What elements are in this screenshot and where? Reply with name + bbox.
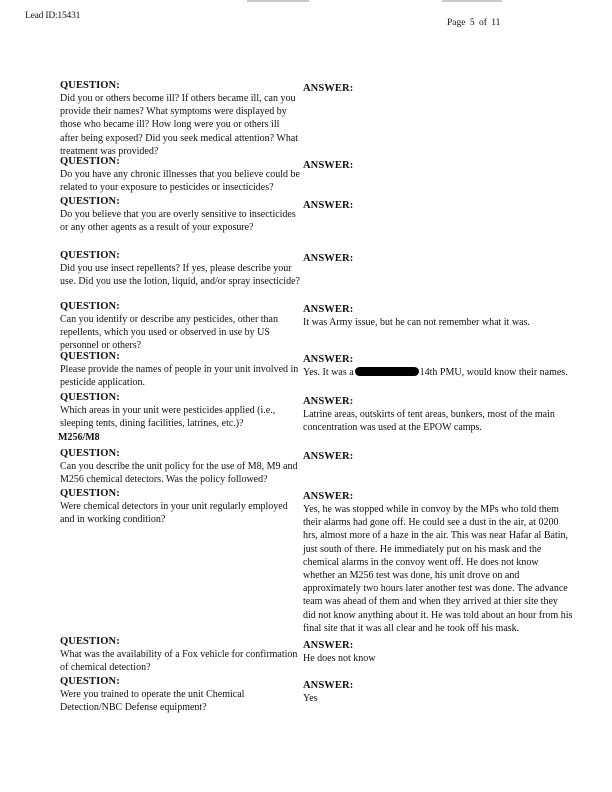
answer-text: It was Army issue, but he can not remember what it was. bbox=[303, 317, 530, 328]
answer-text: He does not know bbox=[303, 653, 376, 664]
answer-text: Yes, he was stopped while in convoy by the MPs who told them their alarms had gone off. He could see a dust in the air, at 0200 hrs, almost more of a haze in the air. This was near Hafar al Batin, just south of there. He immediately put on his mask and the chemical alarms in the convoy went off. He does not know whether an M256 test was done, his unit drove on and approximately two hours later another test was done. The advance team was ahead of them and when they arrived at thier site they did not know anything about it. He was told about an hour from his final site that it was all clear and he took off his mask. bbox=[303, 504, 573, 634]
question-block bbox=[60, 195, 300, 234]
answer-text-before-redaction: Yes. It was a bbox=[303, 367, 354, 378]
question-block bbox=[60, 635, 300, 674]
question-text: Did you or others become ill? If others became ill, can you provide their names? What symptoms were displayed by those who became ill? How long were you or others ill after being exposed? Did you seek medical attention? What treatment was provided? bbox=[60, 93, 299, 157]
answer-label: ANSWER: bbox=[303, 680, 354, 691]
section-heading: M256/M8 bbox=[58, 432, 100, 443]
question-label: QUESTION: bbox=[60, 301, 120, 312]
question-text: Can you identify or describe any pesticides, other than repellents, which you used or observed in use by US personnel or others? bbox=[60, 314, 278, 352]
answer-block bbox=[303, 303, 573, 329]
question-label: QUESTION: bbox=[60, 196, 120, 207]
question-label: QUESTION: bbox=[60, 448, 120, 459]
page-total: 11 bbox=[491, 18, 501, 28]
question-block bbox=[60, 155, 300, 194]
answer-text bbox=[303, 366, 573, 379]
question-text: Were chemical detectors in your unit regularly employed and in working condition? bbox=[60, 501, 288, 526]
answer-block bbox=[303, 450, 573, 463]
question-block bbox=[60, 350, 300, 389]
answer-block bbox=[303, 490, 573, 635]
page-label: Page bbox=[447, 18, 466, 28]
question-block bbox=[60, 391, 300, 430]
answer-label: ANSWER: bbox=[303, 304, 354, 315]
question-text: Did you use insect repellents? If yes, please describe your use. Did you use the lotion, liquid, and/or spray insecticide? bbox=[60, 263, 300, 288]
answer-label: ANSWER: bbox=[303, 396, 354, 407]
answer-block bbox=[303, 639, 573, 665]
lead-id: Lead ID:15431 bbox=[25, 11, 81, 21]
question-label: QUESTION: bbox=[60, 488, 120, 499]
answer-text: Latrine areas, outskirts of tent areas, bunkers, most of the main concentration was used at the EPOW camps. bbox=[303, 409, 555, 434]
answer-block bbox=[303, 159, 573, 172]
question-block bbox=[60, 300, 300, 353]
page-number: 5 bbox=[469, 18, 475, 28]
answer-label: ANSWER: bbox=[303, 160, 354, 171]
answer-block bbox=[303, 679, 573, 705]
question-label: QUESTION: bbox=[60, 80, 120, 91]
answer-label: ANSWER: bbox=[303, 451, 354, 462]
page-indicator bbox=[447, 18, 500, 28]
question-text: Were you trained to operate the unit Chemical Detection/NBC Defense equipment? bbox=[60, 689, 245, 714]
question-label: QUESTION: bbox=[60, 351, 120, 362]
answer-block bbox=[303, 199, 573, 212]
question-block bbox=[60, 249, 300, 288]
question-label: QUESTION: bbox=[60, 156, 120, 167]
question-block bbox=[60, 447, 300, 486]
question-text: Do you have any chronic illnesses that you believe could be related to your exposure to pesticides or insecticides? bbox=[60, 169, 300, 194]
answer-label: ANSWER: bbox=[303, 354, 354, 365]
answer-block bbox=[303, 82, 573, 95]
page-of: of bbox=[478, 18, 487, 28]
answer-label: ANSWER: bbox=[303, 83, 354, 94]
question-label: QUESTION: bbox=[60, 676, 120, 687]
question-block bbox=[60, 487, 300, 526]
question-block bbox=[60, 675, 300, 714]
answer-block bbox=[303, 353, 573, 379]
question-text: Do you believe that you are overly sensitive to insecticides or any other agents as a result of your exposure? bbox=[60, 209, 296, 234]
question-text: Please provide the names of people in your unit involved in pesticide application. bbox=[60, 364, 299, 389]
question-text: Which areas in your unit were pesticides applied (i.e., sleeping tents, dining facilities, latrines, etc.)? bbox=[60, 405, 276, 430]
question-block bbox=[60, 79, 300, 158]
answer-label: ANSWER: bbox=[303, 640, 354, 651]
answer-block bbox=[303, 252, 573, 265]
scan-artifact bbox=[442, 0, 502, 2]
answer-text-after-redaction: 14th PMU, would know their names. bbox=[419, 367, 568, 378]
question-label: QUESTION: bbox=[60, 250, 120, 261]
question-label: QUESTION: bbox=[60, 636, 120, 647]
answer-label: ANSWER: bbox=[303, 253, 354, 264]
answer-label: ANSWER: bbox=[303, 200, 354, 211]
scan-artifact bbox=[247, 0, 309, 2]
answer-text: Yes bbox=[303, 693, 318, 704]
answer-label: ANSWER: bbox=[303, 491, 354, 502]
question-label: QUESTION: bbox=[60, 392, 120, 403]
question-text: Can you describe the unit policy for the use of M8, M9 and M256 chemical detectors. Was the policy followed? bbox=[60, 461, 298, 486]
answer-block bbox=[303, 395, 573, 434]
redaction-bar bbox=[355, 367, 419, 376]
question-text: What was the availability of a Fox vehicle for confirmation of chemical detection? bbox=[60, 649, 298, 674]
